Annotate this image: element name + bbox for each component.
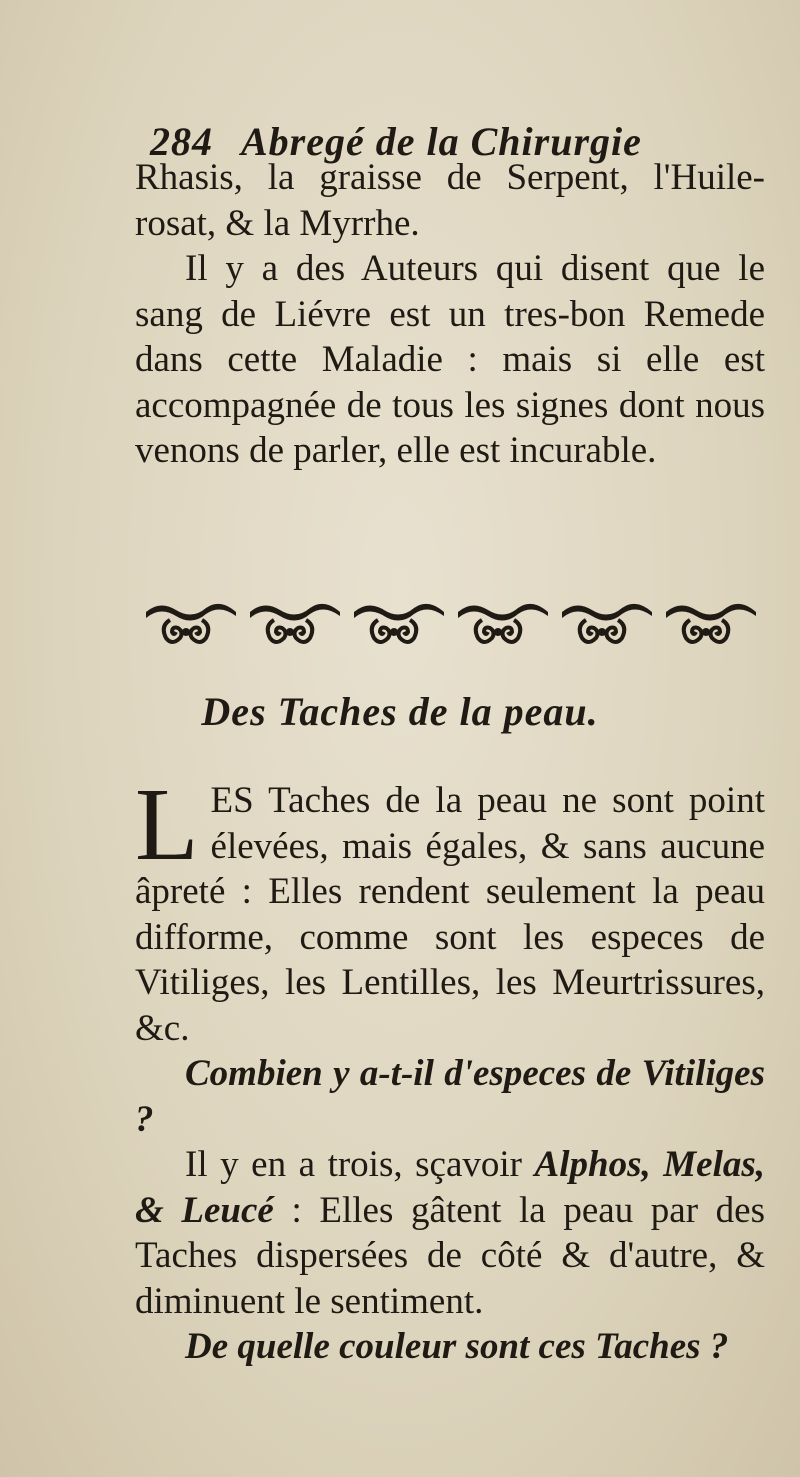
paragraph-3 bbox=[135, 767, 765, 1051]
answer-1 bbox=[135, 1142, 765, 1324]
question-1: Combien y a-t-il d'especes de Vitiliges ? bbox=[135, 1053, 765, 1140]
ornament-motif bbox=[666, 604, 756, 642]
answer-1-end: : Elles gâtent la peau par des Taches dispersées de côté & d'autre, & diminuent le sentiment. bbox=[135, 1189, 765, 1322]
ornament-motif bbox=[458, 604, 548, 642]
ornament-motif bbox=[250, 604, 340, 642]
answer-1-names: Alphos, Melas, & Leucé bbox=[135, 1144, 765, 1231]
running-title: Abregé de la Chirurgie bbox=[241, 119, 642, 164]
printers-ornament bbox=[140, 598, 768, 650]
ornament-motif bbox=[146, 604, 236, 642]
answer-1-start: Il y en a trois, sçavoir bbox=[185, 1144, 535, 1185]
paragraph-3-text: ES Taches de la peau ne sont point élevées, mais égales, & sans aucune âpreté : Elles rendent seulement la peau difforme, comme sont les especes de Vitiliges, les Lentilles, les Meurtrissures, &c. bbox=[135, 780, 765, 1049]
ornament-motif bbox=[562, 604, 652, 642]
paragraph-1: Rhasis, la graisse de Serpent, l'Huile-rosat, & la Myrrhe. bbox=[135, 157, 765, 244]
section-title: Des Taches de la peau. bbox=[201, 689, 599, 734]
ornament-motif bbox=[354, 604, 444, 642]
drop-cap: L bbox=[135, 767, 199, 882]
text-block-top bbox=[135, 155, 765, 474]
question-2: De quelle couleur sont ces Taches ? bbox=[185, 1326, 729, 1367]
paragraph-2: Il y a des Auteurs qui disent que le sang de Liévre est un tres-bon Remede dans cette Maladie : mais si elle est accompagnée de tous les signes dont nous venons de parler, elle est incurable. bbox=[135, 248, 765, 471]
page-number: 284 bbox=[150, 119, 213, 164]
text-block-section bbox=[135, 767, 765, 1370]
